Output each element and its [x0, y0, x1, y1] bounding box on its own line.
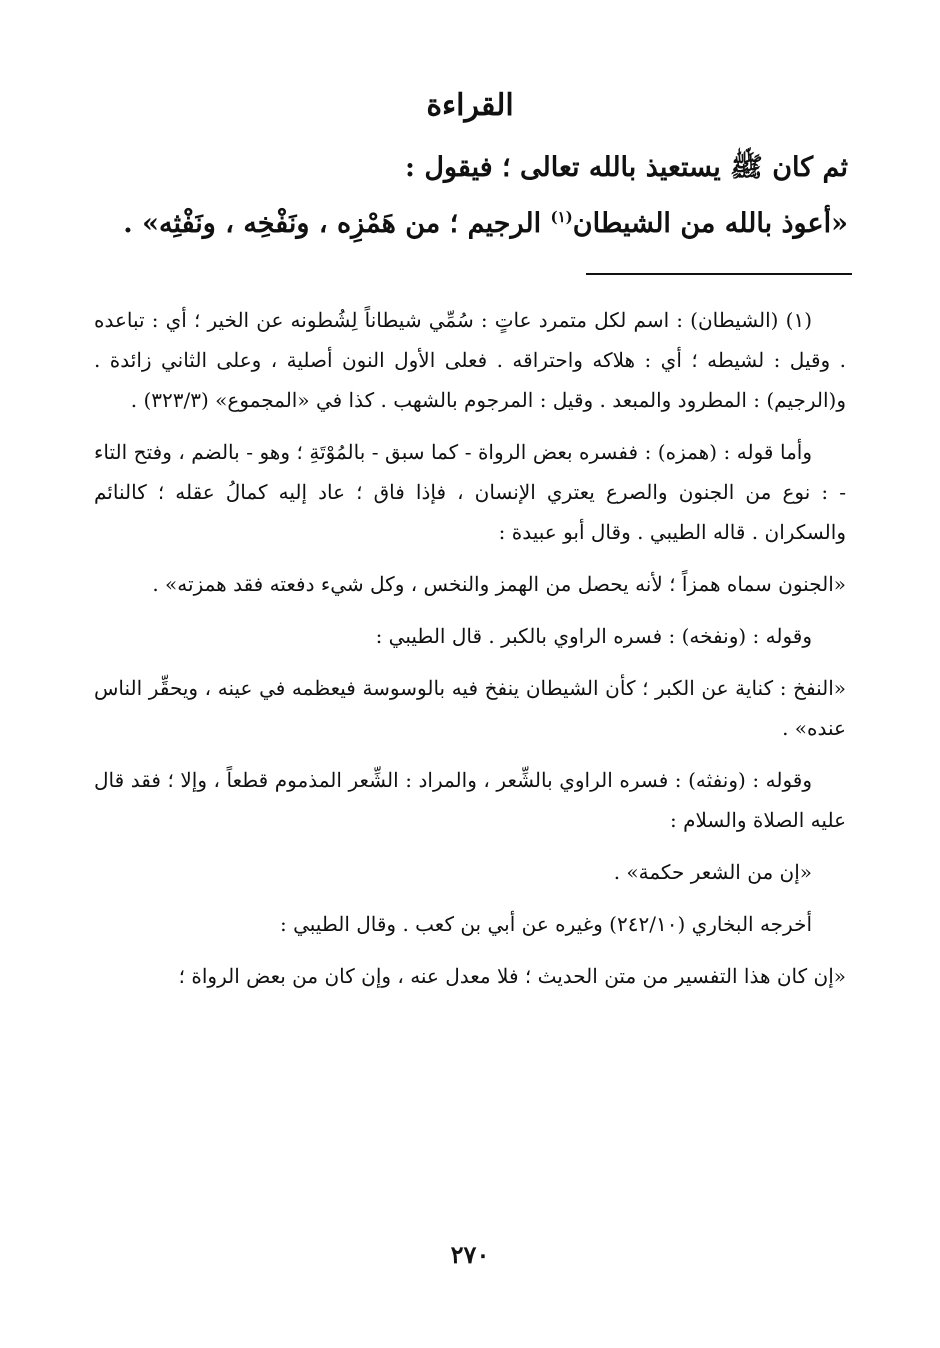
footnote-paragraph: (١) (الشيطان) : اسم لكل متمرد عاتٍ : سُمِّي شيطاناً لِشُطونه عن الخير ؛ أي : تباعده . وقيل : لشيطه ؛ أي : هلاكه واحتراقه . فعلى الأول النون أصلية ، وعلى الثاني زائدة . و(الرجيم) : المطرود والمبعد . وقيل : المرجوم بالشهب . كذا في «المجموع» (٣٢٣/٣) . — [94, 308, 846, 412]
footnote-quote: «النفخ : كناية عن الكبر ؛ كأن الشيطان ينفخ فيه بالوسوسة فيعظمه في عينه ، ويحقِّر الناس عنده» . — [94, 676, 846, 740]
section-title: القراءة — [426, 88, 514, 123]
footnote-separator — [586, 273, 852, 275]
footnote-paragraph: وقوله : (ونفخه) : فسره الراوي بالكبر . قال الطيبي : — [375, 624, 812, 648]
footnote-paragraph: وقوله : (ونفثه) : فسره الراوي بالشِّعر ، والمراد : الشِّعر المذموم قطعاً ، وإلا ؛ فقد قال عليه الصلاة والسلام : — [94, 768, 846, 832]
footnote-paragraph: وأما قوله : (همزه) : ففسره بعض الرواة - كما سبق - بالمُوْتَةِ ؛ وهو - بالضم ، وفتح التاء - : نوع من الجنون والصرع يعتري الإنسان ، فإذا فاق ؛ عاد إليه كمالُ عقله ؛ كالنائم والسكران . قاله الطيبي . وقال أبو عبيدة : — [94, 440, 846, 544]
footnotes — [94, 300, 846, 1008]
footnote-reference: (١) — [550, 208, 573, 226]
footnote-quote: «إن كان هذا التفسير من متن الحديث ؛ فلا معدل عنه ، وإن كان من بعض الرواة ؛ — [178, 964, 846, 988]
footnote-quote: «الجنون سماه همزاً ؛ لأنه يحصل من الهمز والنخس ، وكل شيء دفعته فقد همزته» . — [152, 572, 846, 596]
main-text-line-2-start: «أعوذ بالله من الشيطان — [572, 208, 848, 239]
footnote-quote: «إن من الشعر حكمة» . — [613, 860, 812, 884]
main-text-line-1: ثم كان ﷺ يستعيذ بالله تعالى ؛ فيقول : — [404, 152, 848, 183]
main-text-line-2 — [88, 208, 848, 239]
footnote-paragraph: أخرجه البخاري (٢٤٢/١٠) وغيره عن أبي بن كعب . وقال الطيبي : — [280, 912, 812, 936]
main-text-line-2-end: الرجيم ؛ من هَمْزِه ، ونَفْخِه ، ونَفْثِه» . — [123, 208, 551, 239]
page-number: ٢٧٠ — [450, 1240, 490, 1269]
